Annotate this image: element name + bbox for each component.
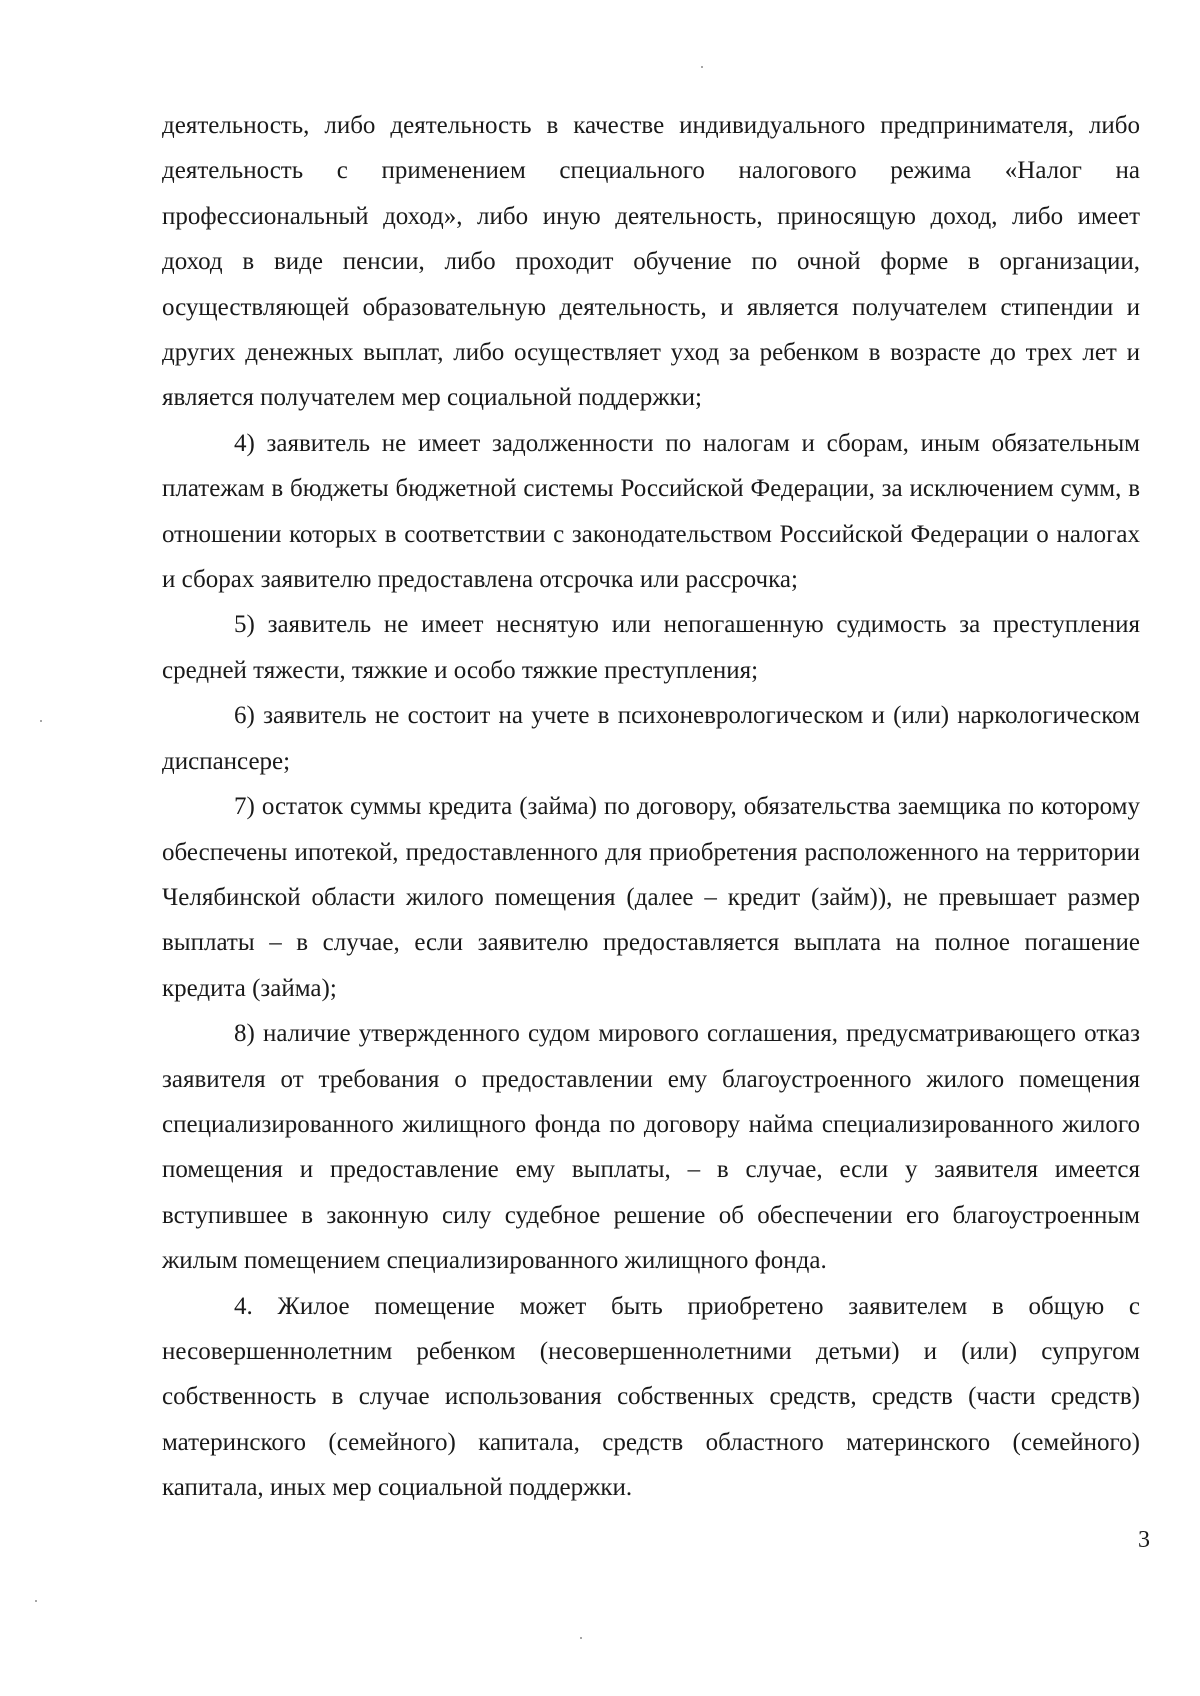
paragraph-item-6: 6) заявитель не состоит на учете в психоневрологическом и (или) наркологическом диспансере;: [162, 702, 1140, 775]
document-body: [162, 103, 1140, 1511]
paragraph-section-4: 4. Жилое помещение может быть приобретено заявителем в общую с несовершеннолетним ребенком (несовершеннолетними детьми) и (или) супругом собственность в случае использования собственных средств, средств (части средств) материнского (семейного) капитала, средств областного материнского (семейного) капитала, иных мер социальной поддержки.: [162, 1292, 1140, 1502]
paragraph-continuation: деятельность, либо деятельность в качестве индивидуального предпринимателя, либо деятельность с применением специального налогового режима «Налог на профессиональный доход», либо иную деятельность, приносящую доход, либо имеет доход в виде пенсии, либо проходит обучение по очной форме в организации, осуществляющей образовательную деятельность, и является получателем стипендии и других денежных выплат, либо осуществляет уход за ребенком в возрасте до трех лет и является получателем мер социальной поддержки;: [162, 112, 1140, 412]
scan-speck: [701, 66, 703, 68]
scan-speck: [40, 720, 42, 722]
paragraph-item-7: 7) остаток суммы кредита (займа) по договору, обязательства заемщика по которому обеспечены ипотекой, предоставленного для приобретения расположенного на территории Челябинской области жилого помещения (далее – кредит (займ)), не превышает размер выплаты – в случае, если заявителю предоставляется выплата на полное погашение кредита (займа);: [162, 793, 1140, 1002]
paragraph-item-5: 5) заявитель не имеет неснятую или непогашенную судимость за преступления средней тяжести, тяжкие и особо тяжкие преступления;: [162, 611, 1140, 684]
scan-speck: [35, 1600, 37, 1602]
scan-speck: [580, 1637, 582, 1639]
page-number: 3: [1138, 1527, 1150, 1553]
paragraph-item-4: 4) заявитель не имеет задолженности по налогам и сборам, иным обязательным платежам в бюджеты бюджетной системы Российской Федерации, за исключением сумм, в отношении которых в соответствии с законодательством Российской Федерации о налогах и сборах заявителю предоставлена отсрочка или рассрочка;: [162, 429, 1140, 594]
paragraph-item-8: 8) наличие утвержденного судом мирового соглашения, предусматривающего отказ заявителя от требования о предоставлении ему благоустроенного жилого помещения специализированного жилищного фонда по договору найма специализированного жилого помещения и предоставление ему выплаты, – в случае, если у заявителя имеется вступившее в законную силу судебное решение об обеспечении его благоустроенным жилым помещением специализированного жилищного фонда.: [162, 1020, 1140, 1275]
